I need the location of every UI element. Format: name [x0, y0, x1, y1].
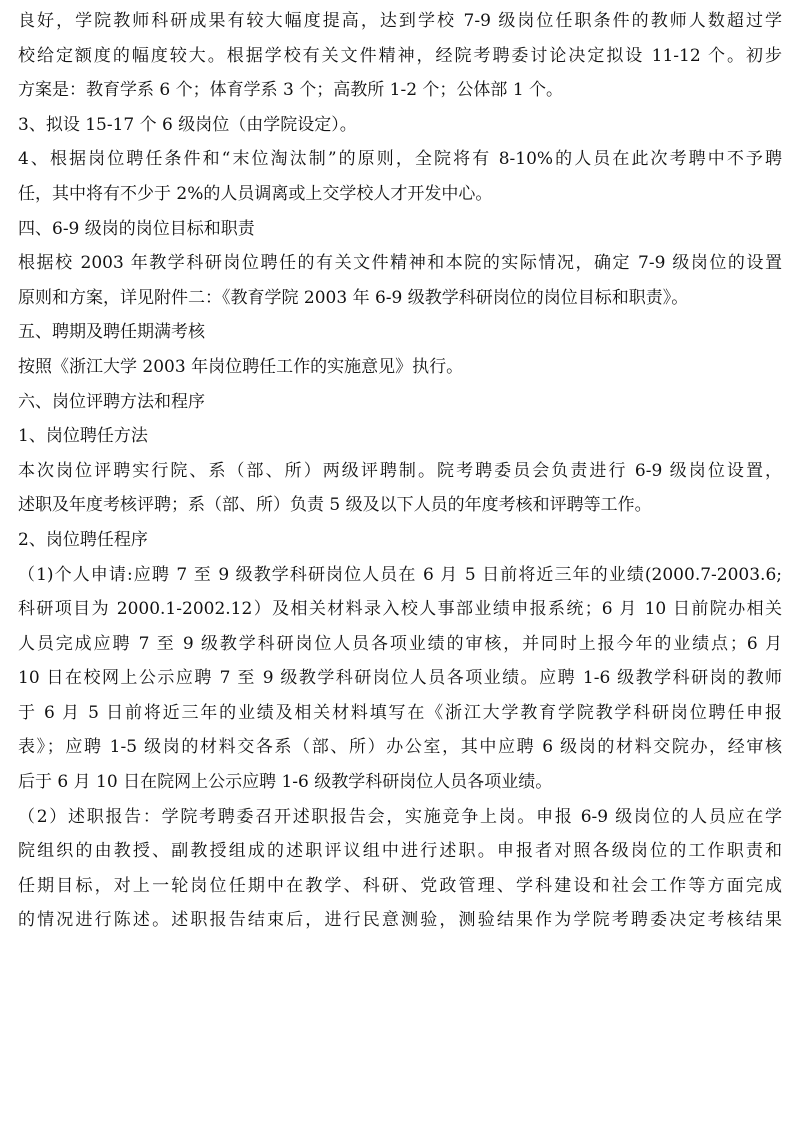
text-line: 1、岗位聘任方法 [18, 426, 148, 447]
text-line: 科研项目为 2000.1-2002.12）及相关材料录入校人事部业绩申报系统；6 月 10 日前院办相关 [18, 599, 782, 620]
text-line: 六、岗位评聘方法和程序 [18, 391, 205, 412]
text-line: 任期目标，对上一轮岗位任期中在教学、科研、党政管理、学科建设和社会工作等方面完成 [18, 875, 782, 896]
text-line: 校给定额度的幅度较大。根据学校有关文件精神，经院考聘委讨论决定拟设 11-12 个。初步 [18, 45, 782, 66]
text-line: 人员完成应聘 7 至 9 级教学科研岗位人员各项业绩的审核，并同时上报今年的业绩点；6 月 [18, 633, 782, 654]
text-line: 任，其中将有不少于 2%的人员调离或上交学校人才开发中心。 [18, 183, 493, 204]
text-line: 原则和方案，详见附件二：《教育学院 2003 年 6-9 级教学科研岗位的岗位目标和职责》。 [18, 287, 689, 308]
text-line: 按照《浙江大学 2003 年岗位聘任工作的实施意见》执行。 [18, 356, 464, 377]
text-line: 四、6-9 级岗的岗位目标和职责 [18, 218, 255, 239]
text-line: 方案是：教育学系 6 个；体育学系 3 个；高教所 1-2 个；公体部 1 个。 [18, 80, 564, 101]
text-line: 10 日在校网上公示应聘 7 至 9 级教学科研岗位人员各项业绩。应聘 1-6 级教学科研岗的教师 [18, 668, 782, 689]
text-line: 院组织的由教授、副教授组成的述职评议组中进行述职。申报者对照各级岗位的工作职责和 [18, 841, 782, 862]
text-line: 五、聘期及聘任期满考核 [18, 322, 205, 343]
text-line: 的情况进行陈述。述职报告结束后，进行民意测验，测验结果作为学院考聘委决定考核结果 [18, 910, 782, 931]
text-line: 于 6 月 5 日前将近三年的业绩及相关材料填写在《浙江大学教育学院教学科研岗位聘任申报 [18, 702, 782, 723]
text-line: 根据校 2003 年教学科研岗位聘任的有关文件精神和本院的实际情况，确定 7-9 级岗位的设置 [18, 253, 782, 274]
text-line: 表》；应聘 1-5 级岗的材料交各系（部、所）办公室，其中应聘 6 级岗的材料交院办，经审核 [18, 737, 782, 758]
text-line: （2）述职报告：学院考聘委召开述职报告会，实施竞争上岗。申报 6-9 级岗位的人员应在学 [18, 806, 782, 827]
text-line: 4、根据岗位聘任条件和“末位淘汰制”的原则，全院将有 8-10%的人员在此次考聘中不予聘 [18, 149, 782, 170]
text-line: 良好，学院教师科研成果有较大幅度提高，达到学校 7-9 级岗位任职条件的教师人数超过学 [18, 11, 782, 31]
text-line: （1)个人申请:应聘 7 至 9 级教学科研岗位人员在 6 月 5 日前将近三年的业绩(2000.7-2003.6; [18, 564, 782, 585]
text-line: 3、拟设 15-17 个 6 级岗位（由学院设定）。 [18, 114, 357, 135]
text-line: 本次岗位评聘实行院、系（部、所）两级评聘制。院考聘委员会负责进行 6-9 级岗位设置， [18, 460, 782, 481]
text-line: 2、岗位聘任程序 [18, 529, 148, 550]
text-line: 后于 6 月 10 日在院网上公示应聘 1-6 级教学科研岗位人员各项业绩。 [18, 772, 553, 793]
text-line: 述职及年度考核评聘；系（部、所）负责 5 级及以下人员的年度考核和评聘等工作。 [18, 495, 652, 516]
